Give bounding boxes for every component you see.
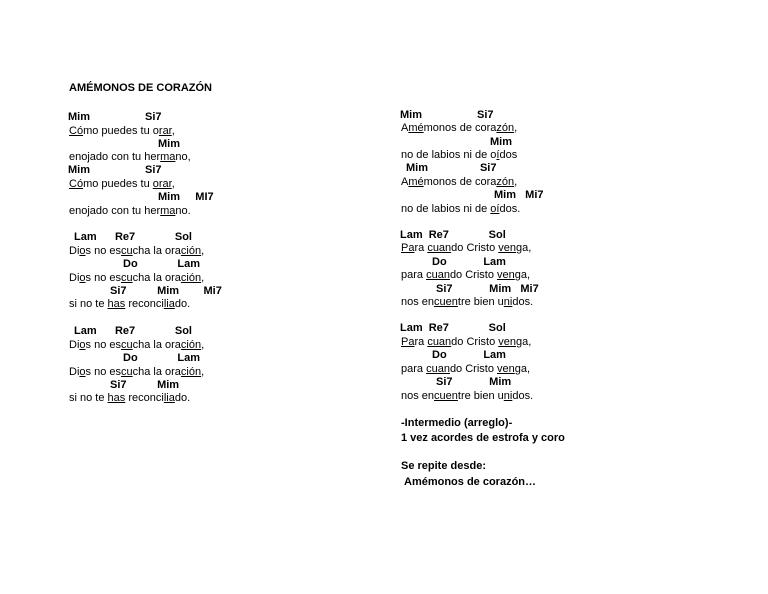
text-segment: cha la ora [132,272,181,284]
text-segment: tre bien u [457,390,504,402]
stressed-syllable: ma [160,205,176,217]
stressed-syllable: rar [158,125,172,137]
stressed-syllable: has [107,298,126,310]
stressed-syllable: ven [497,269,515,281]
lyric-line [401,296,533,309]
text-segment: nos en [401,390,435,402]
stressed-syllable: cuan [427,242,452,254]
stressed-syllable: ni [503,390,513,402]
lyric-line [401,203,520,216]
text-segment: do. [174,392,191,404]
stressed-syllable: Có [69,178,84,190]
text-segment: ra [414,242,428,254]
text-segment: Si7 Mim Mi7 [110,285,222,297]
text-segment: Lam Re7 Sol [400,229,506,241]
chord-line [490,136,512,149]
text-segment: Do Lam [123,258,201,270]
note-line [404,476,536,489]
text-segment: A [401,122,409,134]
text-segment: do Cristo [449,363,498,375]
stressed-syllable: ven [497,363,515,375]
stressed-syllable: cuan [427,336,452,348]
stressed-syllable: o [79,245,86,257]
text-segment: reconci [125,298,164,310]
lyric-line [401,242,531,255]
text-segment: Si7 Mim Mi7 [436,283,539,295]
stressed-syllable: lia [163,298,175,310]
stressed-syllable: cu [120,245,133,257]
text-segment: do Cristo [451,242,499,254]
text-segment: , [171,178,175,190]
chord-line [494,189,544,202]
chord-line [400,229,506,242]
stressed-syllable: cuen [434,390,458,402]
text-segment: ga, [514,363,531,375]
stressed-syllable: cuan [426,269,450,281]
text-segment: Lam Re7 Sol [400,322,506,334]
text-segment: no de labios ni de [401,203,491,215]
stressed-syllable: zón [496,122,515,134]
text-segment: Si7 Mim [436,376,512,388]
text-segment: Mim Si7 [400,109,494,121]
lyric-line [401,390,533,403]
text-segment: do. [174,298,191,310]
text-segment: Lam Re7 Sol [74,231,192,243]
text-segment: si no te [69,392,108,404]
stressed-syllable: lia [163,392,175,404]
text-segment: -Intermedio (arreglo)- [401,417,513,429]
stressed-syllable: cu [120,366,133,378]
text-segment: Di [69,339,80,351]
stressed-syllable: cuan [426,363,450,375]
text-segment: Di [69,366,80,378]
text-segment: Do Lam [432,349,506,361]
text-segment: Do Lam [432,256,506,268]
stressed-syllable: zón [496,176,515,188]
note-line [401,432,565,445]
text-segment: cha la ora [132,366,181,378]
text-segment: cha la ora [132,245,181,257]
lyric-line [401,122,517,135]
text-segment: Mim Si7 [68,111,162,123]
stressed-syllable: cuen [434,296,458,308]
stressed-syllable: Pa [401,336,415,348]
chord-line [400,322,506,335]
note-line [401,417,512,430]
text-segment: reconci [125,392,164,404]
text-segment: tre bien u [457,296,504,308]
text-segment: Mim [490,136,512,148]
text-segment: dos. [499,203,521,215]
text-segment: enojado con tu her [69,151,161,163]
text-segment: dos. [512,390,534,402]
stressed-syllable: has [107,392,126,404]
text-segment: monos de cora [423,122,497,134]
stressed-syllable: Có [69,125,84,137]
text-segment: si no te [69,298,108,310]
text-segment: Di [69,272,80,284]
text-segment: , [514,176,518,188]
text-segment: mo puedes tu o [83,125,159,137]
note-line [401,460,486,473]
stressed-syllable: mé [408,122,424,134]
stressed-syllable: ción [180,272,202,284]
stressed-syllable: ni [503,296,513,308]
text-segment: mo puedes tu [83,178,153,190]
text-segment: do Cristo [451,336,499,348]
text-segment: ga, [516,242,532,254]
stressed-syllable: o [79,339,86,351]
text-segment: ga, [514,269,531,281]
chord-line [400,109,494,122]
text-segment: , [201,245,205,257]
text-segment: s no es [85,366,121,378]
stressed-syllable: mé [408,176,424,188]
chord-line [436,283,539,296]
lyric-line [401,269,530,282]
text-segment: Mim Si7 [406,162,497,174]
text-segment: do Cristo [449,269,498,281]
text-segment: ga, [516,336,532,348]
text-segment: , [201,272,205,284]
chord-line [436,376,511,389]
text-segment: s no es [85,245,121,257]
text-segment: cha la ora [132,339,181,351]
text-segment: para [401,363,427,375]
text-segment: Si7 Mim [110,379,180,391]
text-segment: 1 vez acordes de estrofa y coro [401,432,565,444]
text-segment: nos en [401,296,435,308]
text-segment: enojado con tu her [69,205,161,217]
text-segment: no. [175,205,191,217]
text-segment: Mim Si7 [68,164,162,176]
stressed-syllable: ción [180,366,202,378]
text-segment: para [401,269,427,281]
text-segment: Do Lam [123,352,201,364]
text-segment: monos de cora [423,176,497,188]
text-segment: dos. [512,296,534,308]
stressed-syllable: ma [160,151,176,163]
stressed-syllable: ción [180,245,202,257]
text-segment: no de labios ni de o [401,149,497,161]
text-segment: Se repite desde: [401,460,486,472]
text-segment: , [201,339,205,351]
stressed-syllable: o [79,272,86,284]
chord-line [432,256,506,269]
stressed-syllable: cu [120,272,133,284]
chord-line [406,162,496,175]
stressed-syllable: o [79,366,86,378]
stressed-syllable: ción [180,339,202,351]
song-title: AMÉMONOS DE CORAZÓN [69,82,212,94]
lyric-line [401,176,517,189]
chord-line [432,349,506,362]
text-segment: , [201,366,205,378]
stressed-syllable: cu [120,339,133,351]
text-segment: dos [499,149,518,161]
text-segment: Mim MI7 [158,191,214,203]
text-segment: no, [175,151,191,163]
stressed-syllable: oí [490,203,500,215]
lyric-line [401,336,531,349]
stressed-syllable: orar [152,178,172,190]
text-segment: , [171,125,175,137]
text-segment: Mim [158,138,180,150]
text-segment: Di [69,245,80,257]
text-segment: Amémonos de corazón… [404,476,537,488]
text-segment: s no es [85,339,121,351]
stressed-syllable: Pa [401,242,415,254]
stressed-syllable: ven [498,336,516,348]
lyric-line [401,149,517,162]
stressed-syllable: ven [498,242,516,254]
lyric-line [401,363,530,376]
text-segment: Lam Re7 Sol [74,325,192,337]
stressed-syllable: í [496,149,500,161]
text-segment: Mim Mi7 [494,189,544,201]
text-segment: A [401,176,409,188]
text-segment: ra [414,336,428,348]
text-segment: s no es [85,272,121,284]
text-segment: , [514,122,518,134]
